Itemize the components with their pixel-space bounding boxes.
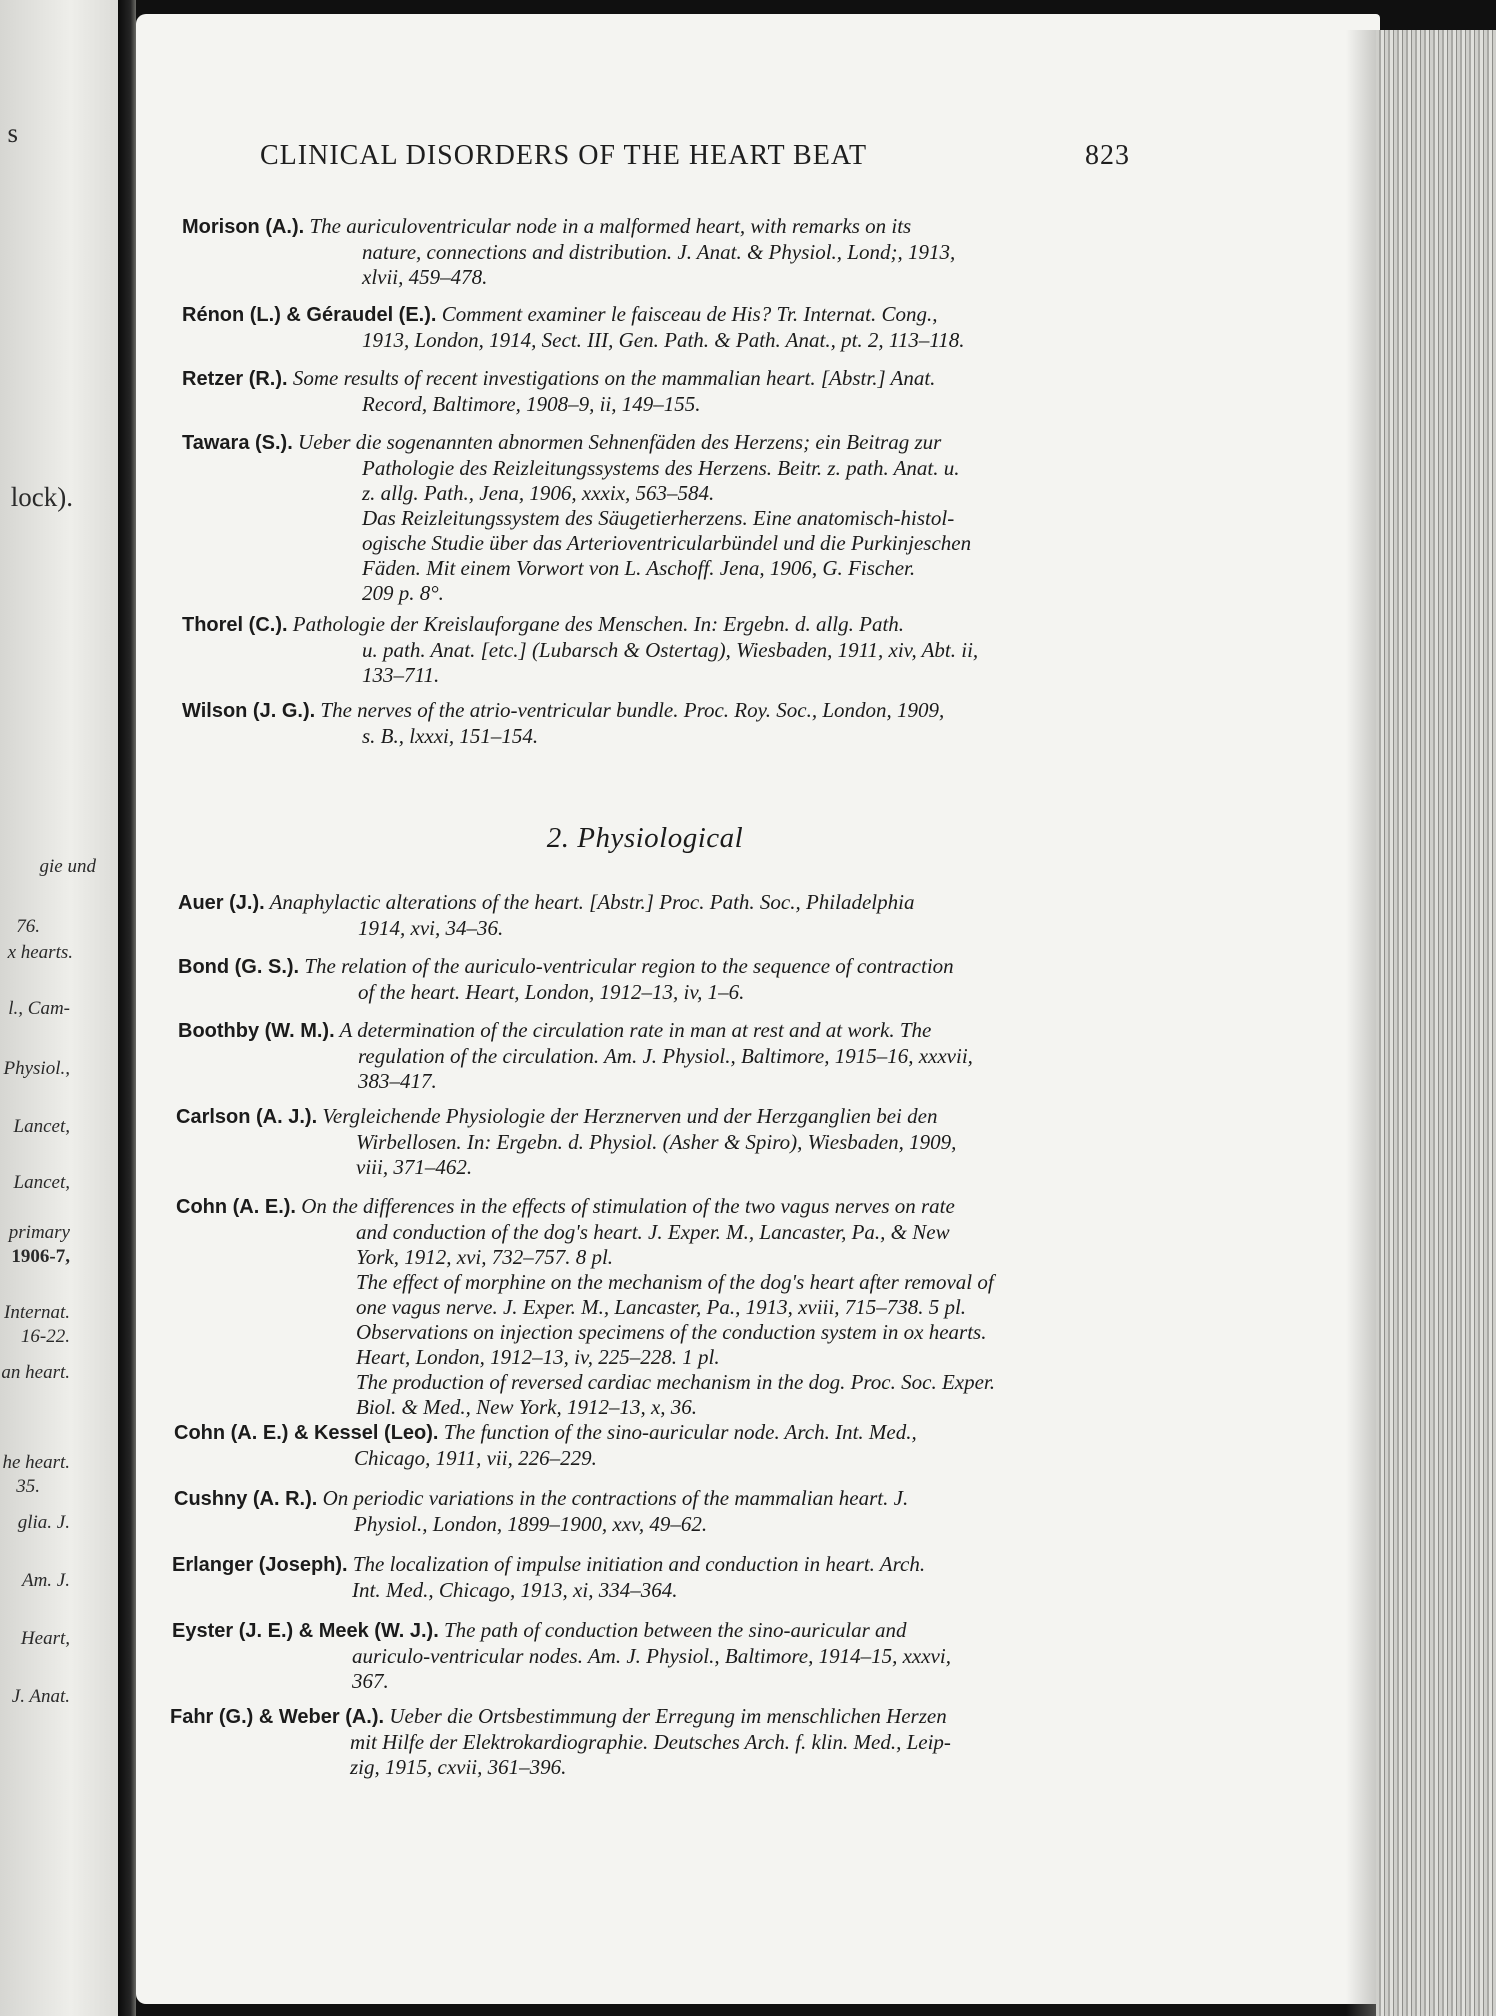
bibliography-entry [182, 430, 1132, 606]
entry-author: Erlanger (Joseph). [172, 1554, 348, 1576]
entry-line: The relation of the auriculo-ventricular region to the sequence of contraction [304, 954, 954, 978]
bibliography-entry [182, 612, 1132, 688]
entry-line: Pathologie des Reizleitungssystems des Herzens. Beitr. z. path. Anat. u. [362, 456, 960, 480]
bibliography-entry [176, 1104, 1126, 1180]
entry-author: Rénon (L.) & Géraudel (E.). [182, 304, 437, 326]
entry-line: 1914, xvi, 34–36. [358, 916, 504, 940]
entry-line: Heart, London, 1912–13, iv, 225–228. 1 pl. [356, 1345, 720, 1369]
entry-line: The path of conduction between the sino-auricular and [444, 1618, 907, 1642]
entry-line: s. B., lxxxi, 151–154. [362, 724, 539, 748]
entry-line: On periodic variations in the contractions of the mammalian heart. J. [322, 1486, 909, 1510]
facing-page-fragment [0, 0, 118, 2016]
page-stack-edges [1376, 30, 1496, 2016]
facing-page-text: Am. J. [21, 1570, 70, 1591]
facing-page-text: he heart. [2, 1452, 70, 1473]
facing-page-text: l., Cam- [8, 998, 70, 1019]
entry-line: Int. Med., Chicago, 1913, xi, 334–364. [352, 1578, 678, 1602]
entry-author: Thorel (C.). [182, 614, 288, 636]
entry-line: 133–711. [362, 663, 440, 687]
entry-line: auriculo-ventricular nodes. Am. J. Physiol., Baltimore, 1914–15, xxxvi, [352, 1644, 951, 1668]
entry-author: Cohn (A. E.) & Kessel (Leo). [174, 1422, 439, 1444]
running-head [260, 140, 1130, 172]
entry-line: Chicago, 1911, vii, 226–229. [354, 1446, 597, 1470]
facing-page-text: glia. J. [17, 1512, 70, 1533]
entry-line: z. allg. Path., Jena, 1906, xxxix, 563–584. [362, 481, 715, 505]
facing-page-text: primary [8, 1222, 70, 1243]
entry-line: The effect of morphine on the mechanism of the dog's heart after removal of [356, 1270, 994, 1294]
bibliography-entry [172, 1618, 1122, 1694]
entry-author: Bond (G. S.). [178, 956, 300, 978]
entry-line: Observations on injection specimens of the conduction system in ox hearts. [356, 1320, 987, 1344]
entry-line: The auriculoventricular node in a malformed heart, with remarks on its [309, 214, 912, 238]
facing-page-text: 76. [16, 916, 40, 937]
facing-page-text: an heart. [1, 1362, 70, 1383]
facing-page-text: Lancet, [13, 1172, 70, 1193]
bibliography-entry [182, 302, 1132, 353]
entry-line: regulation of the circulation. Am. J. Physiol., Baltimore, 1915–16, xxxvii, [358, 1044, 973, 1068]
bibliography-entry [170, 1704, 1120, 1780]
entry-line: A determination of the circulation rate in man at rest and at work. The [339, 1018, 932, 1042]
facing-page-text: 35. [16, 1476, 40, 1497]
entry-line: Pathologie der Kreislauforgane des Menschen. In: Ergebn. d. allg. Path. [292, 612, 905, 636]
bibliography-entry [182, 698, 1132, 749]
bibliography-entry [172, 1552, 1122, 1603]
section-heading: 2. Physiological [546, 822, 744, 854]
running-head-title: CLINICAL DISORDERS OF THE HEART BEAT [260, 140, 868, 171]
entry-line: Ueber die Ortsbestimmung der Erregung im menschlichen Herzen [389, 1704, 947, 1728]
entry-author: Cushny (A. R.). [174, 1488, 318, 1510]
entry-line: York, 1912, xvi, 732–757. 8 pl. [356, 1245, 614, 1269]
bibliography-entry [174, 1486, 1124, 1537]
facing-page-text: s [7, 118, 18, 148]
entry-author: Cohn (A. E.). [176, 1196, 296, 1218]
bibliography-entry [174, 1420, 1124, 1471]
book-gutter [118, 0, 136, 2016]
facing-page-text: gie und [39, 856, 96, 877]
entry-author: Wilson (J. G.). [182, 700, 316, 722]
entry-line: Fäden. Mit einem Vorwort von L. Aschoff. Jena, 1906, G. Fischer. [362, 556, 916, 580]
entry-line: 209 p. 8°. [362, 581, 444, 605]
entry-line: Some results of recent investigations on the mammalian heart. [Abstr.] Anat. [292, 366, 936, 390]
entry-line: u. path. Anat. [etc.] (Lubarsch & Ostertag), Wiesbaden, 1911, xiv, Abt. ii, [362, 638, 979, 662]
entry-line: zig, 1915, cxvii, 361–396. [350, 1755, 567, 1779]
entry-author: Morison (A.). [182, 216, 305, 238]
entry-author: Fahr (G.) & Weber (A.). [170, 1706, 385, 1728]
entry-line: 383–417. [358, 1069, 437, 1093]
entry-line: Vergleichende Physiologie der Herznerven und der Herzganglien bei den [322, 1104, 938, 1128]
entry-line: Anaphylactic alterations of the heart. [Abstr.] Proc. Path. Soc., Philadelphia [269, 890, 915, 914]
entry-line: On the differences in the effects of stimulation of the two vagus nerves on rate [301, 1194, 955, 1218]
bibliography-entry [176, 1194, 1126, 1420]
facing-page-text: lock). [10, 482, 73, 512]
bibliography-entry [178, 890, 1128, 941]
entry-line: Record, Baltimore, 1908–9, ii, 149–155. [362, 392, 701, 416]
bibliography-entry [182, 366, 1132, 417]
entry-line: Physiol., London, 1899–1900, xxv, 49–62. [354, 1512, 708, 1536]
entry-line: one vagus nerve. J. Exper. M., Lancaster, Pa., 1913, xviii, 715–738. 5 pl. [356, 1295, 967, 1319]
facing-page-text: x hearts. [7, 942, 73, 963]
entry-line: of the heart. Heart, London, 1912–13, iv, 1–6. [358, 980, 745, 1004]
bibliography-entry [178, 1018, 1128, 1094]
entry-author: Retzer (R.). [182, 368, 288, 390]
entry-line: mit Hilfe der Elektrokardiographie. Deutsches Arch. f. klin. Med., Leip- [350, 1730, 951, 1754]
facing-page-text: 1906-7, [11, 1246, 70, 1267]
entry-line: xlvii, 459–478. [362, 265, 488, 289]
page-number: 823 [1085, 140, 1130, 171]
entry-line: viii, 371–462. [356, 1155, 473, 1179]
entry-line: Wirbellosen. In: Ergebn. d. Physiol. (Asher & Spiro), Wiesbaden, 1909, [356, 1130, 957, 1154]
entry-line: and conduction of the dog's heart. J. Exper. M., Lancaster, Pa., & New [356, 1220, 950, 1244]
entry-author: Boothby (W. M.). [178, 1020, 335, 1042]
entry-line: Biol. & Med., New York, 1912–13, x, 36. [356, 1395, 698, 1419]
entry-line: The nerves of the atrio-ventricular bundle. Proc. Roy. Soc., London, 1909, [320, 698, 945, 722]
entry-author: Auer (J.). [178, 892, 265, 914]
facing-page-text: Physiol., [3, 1058, 70, 1079]
entry-line: Comment examiner le faisceau de His? Tr. Internat. Cong., [441, 302, 938, 326]
facing-page-text: Heart, [20, 1628, 70, 1649]
entry-line: The function of the sino-auricular node. Arch. Int. Med., [443, 1420, 917, 1444]
entry-line: nature, connections and distribution. J. Anat. & Physiol., Lond;, 1913, [362, 240, 956, 264]
entry-line: Das Reizleitungssystem des Säugetierherzens. Eine anatomisch-histol- [362, 506, 955, 530]
facing-page-text: 16-22. [20, 1326, 70, 1347]
entry-author: Eyster (J. E.) & Meek (W. J.). [172, 1620, 439, 1642]
entry-author: Carlson (A. J.). [176, 1106, 318, 1128]
facing-page-text: J. Anat. [11, 1686, 70, 1707]
entry-line: The production of reversed cardiac mechanism in the dog. Proc. Soc. Exper. [356, 1370, 996, 1394]
facing-page-text: Internat. [4, 1302, 70, 1323]
entry-line: Ueber die sogenannten abnormen Sehnenfäden des Herzens; ein Beitrag zur [298, 430, 942, 454]
entry-line: ogische Studie über das Arterioventricularbündel und die Purkinjeschen [362, 531, 972, 555]
facing-page-text: Lancet, [13, 1116, 70, 1137]
entry-author: Tawara (S.). [182, 432, 293, 454]
entry-line: 367. [352, 1669, 389, 1693]
entry-line: The localization of impulse initiation and conduction in heart. Arch. [352, 1552, 926, 1576]
bibliography-entry [178, 954, 1128, 1005]
bibliography-entry [182, 214, 1132, 290]
entry-line: 1913, London, 1914, Sect. III, Gen. Path. & Path. Anat., pt. 2, 113–118. [362, 328, 965, 352]
